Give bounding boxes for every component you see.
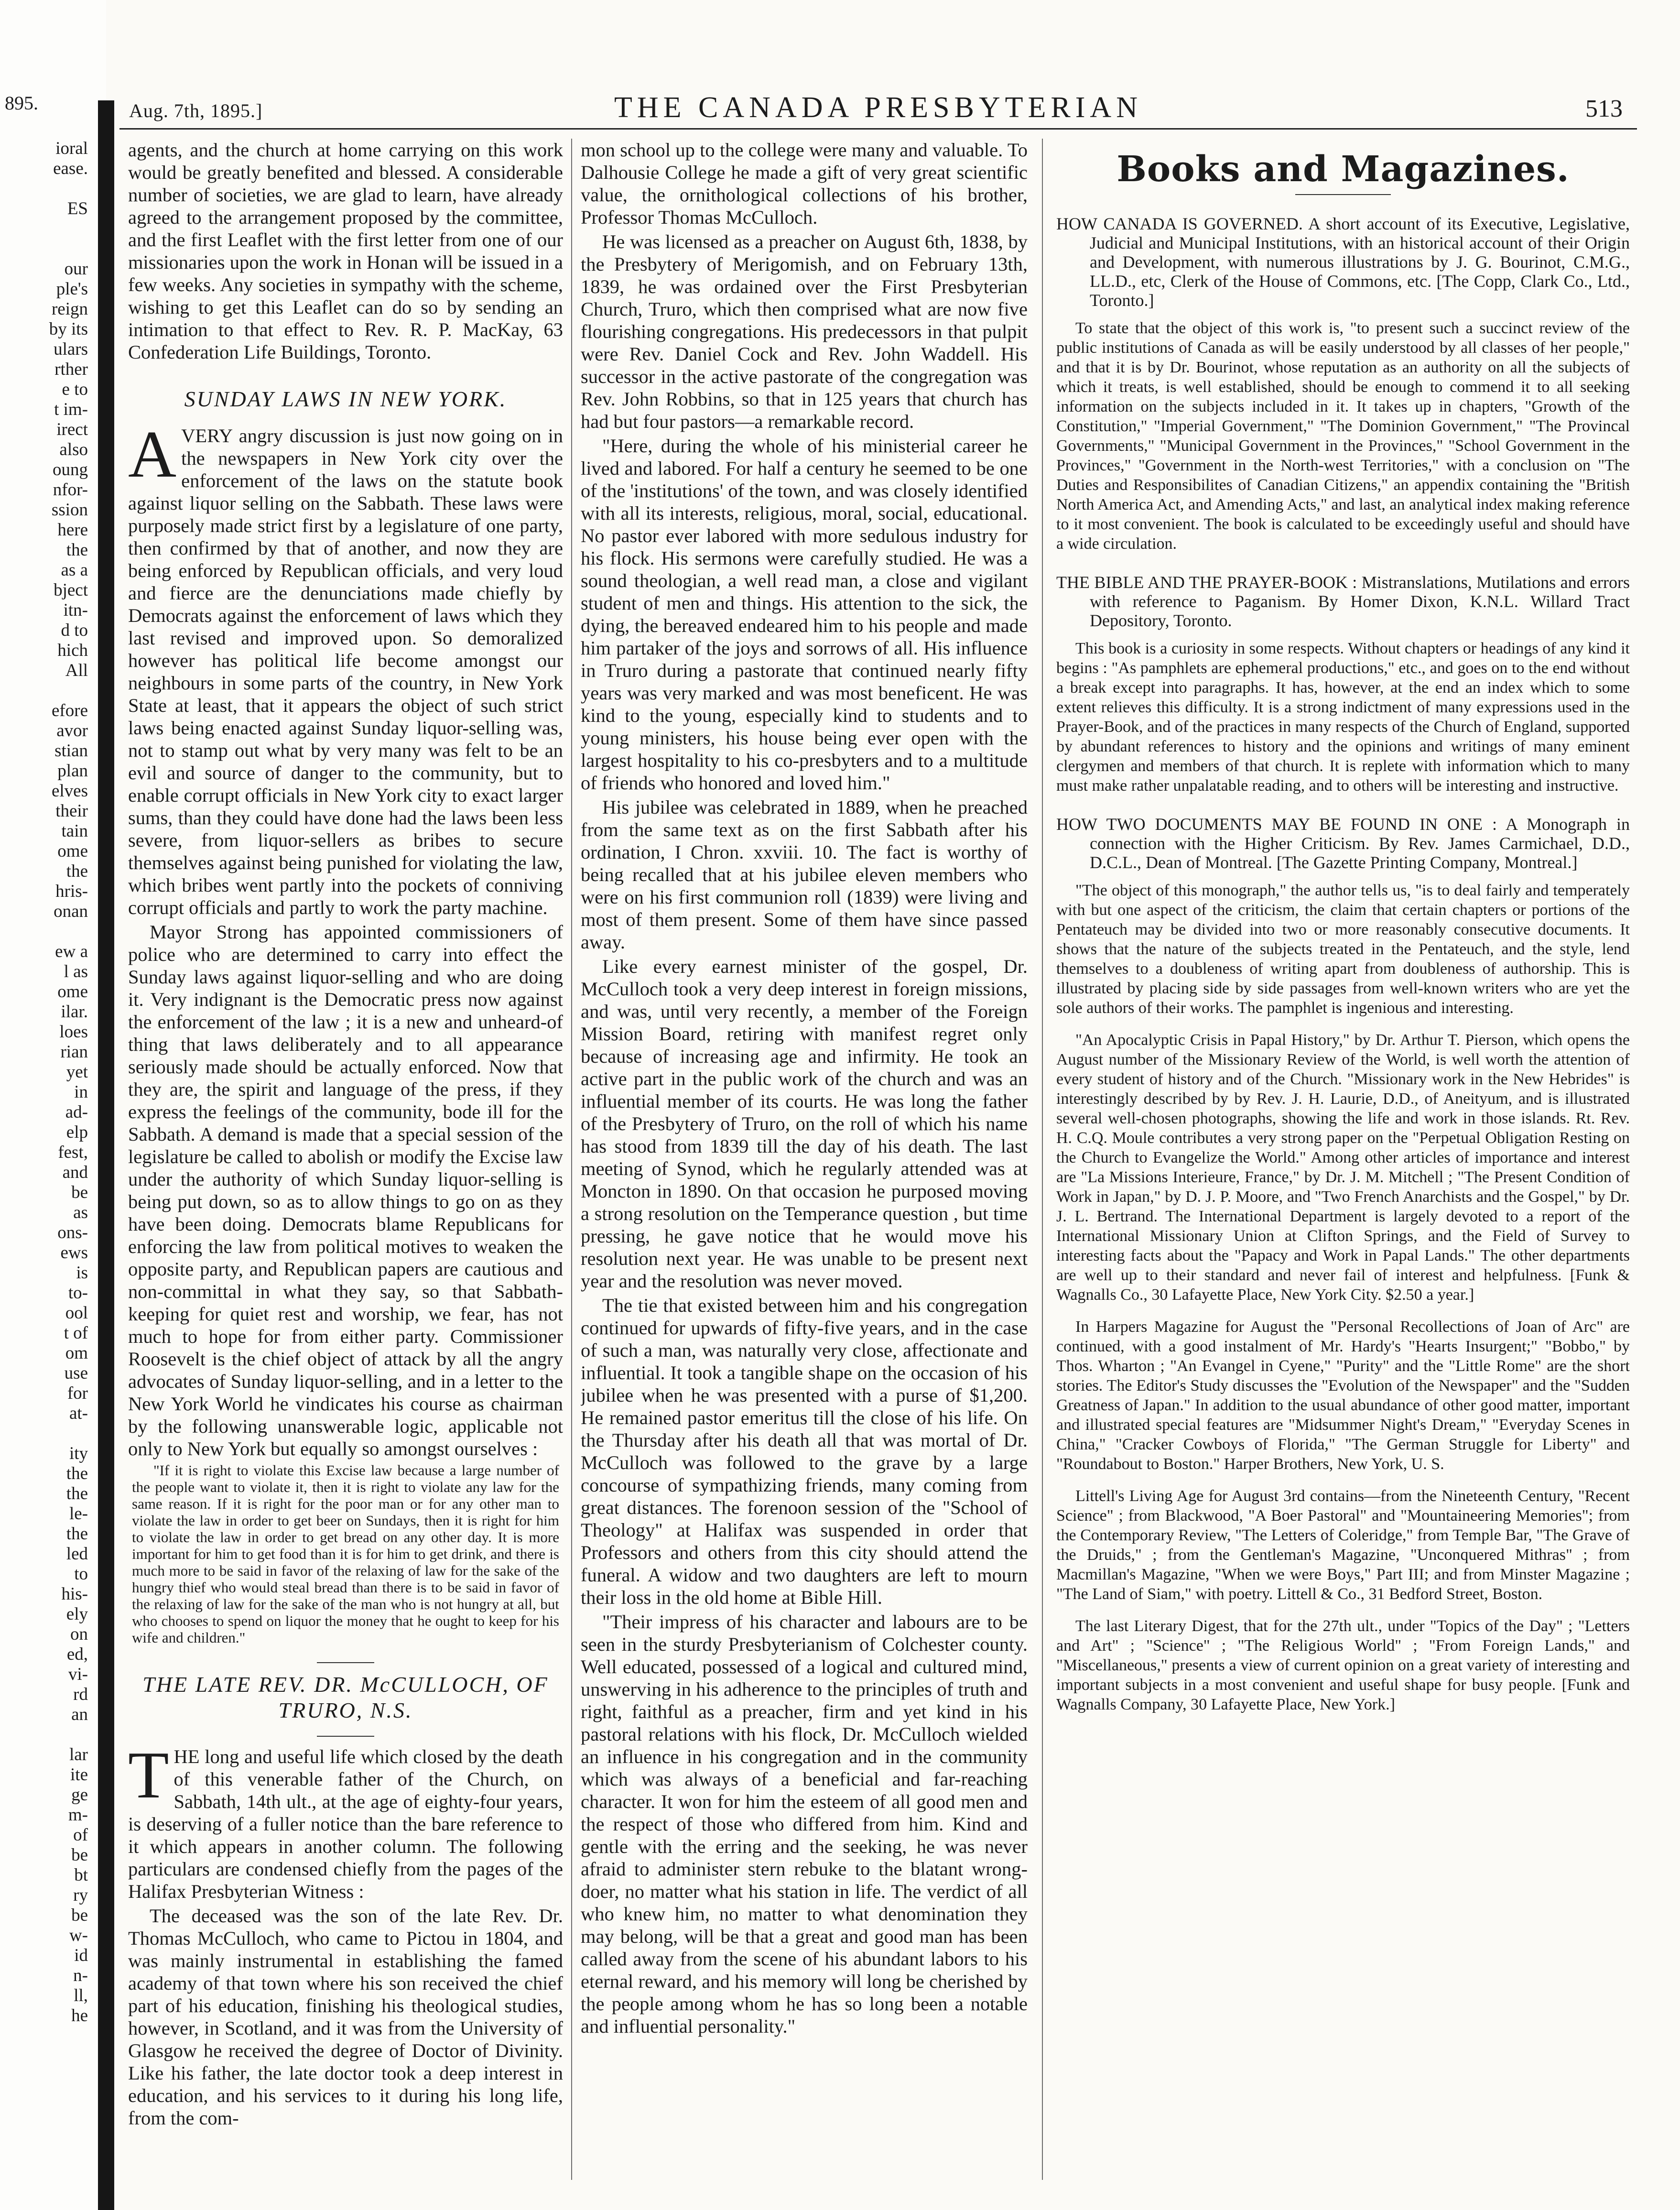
column-rule <box>1042 139 1043 2180</box>
previous-page-number: 895. <box>5 92 38 114</box>
mcculloch-paragraph-1 <box>128 1738 563 1903</box>
intro-paragraph: agents, and the church at home carrying on this work would be greatly benefited and blessed. A considerable number of societies, we are glad to learn, have already agreed to the arrangement proposed by the committee, and the first Leaflet with the first letter from one of our missionaries upon the work in Honan will be issued in a few weeks. Any societies in sympathy with the scheme, wishing to get this Leaflet can do so by sending an intimation to that effect to Rev. R. P. MacKay, 63 Confederation Life Buildings, Toronto. <box>128 139 563 363</box>
previous-page-fragments: ioral ease. ES our ple's reign by its ulars rther e to t im- irect also oung nfor- ssion here the as a bject itn- d to hich All efore avor stian plan elves their tain ome the hris- onan ew a l as ome ilar. loes rian yet in ad- elp fest, and be as ons- ews is to- ool t of om use for at- ity the the le- the led to his- ely on ed, vi- rd an lar ite ge m- of be bt ry be w- id n- ll, he <box>49 139 88 2025</box>
column-2 <box>581 139 1028 2194</box>
column-rule <box>571 139 572 2180</box>
heading-rule <box>1295 194 1391 195</box>
binding-gutter <box>98 100 114 2210</box>
header-rule <box>119 128 1637 130</box>
column-1 <box>128 139 563 2194</box>
mcculloch-paragraph-2: The deceased was the son of the late Rev. Dr. Thomas McCulloch, who came to Pictou in 1804, and was mainly instrumental in establishing the famed academy of that town where his son received the chief part of his education, finishing his theological studies, however, in Scotland, and it was from the University of Glasgow he received the degree of Doctor of Divinity. Like his father, the late doctor took a deep interest in education, and his services to it during his long life, from the com- <box>128 1905 563 2129</box>
mcculloch-text-1: HE long and useful life which closed by the death of this venerable father of the Church, on Sabbath, 14th ult., at the age of eighty-four years, is deserving of a fuller notice than the bare reference to it which appears in another column. The following particulars are condensed chiefly from the pages of the Halifax Presbyterian Witness : <box>128 1746 563 1902</box>
review-body-bible-prayer-book: This book is a curiosity in some respects. Without chapters or headings of any kind it begins : "As pamphlets are ephemeral productions," etc., and goes on to the end without a break except into paragraphs. It has, however, at the end an index which to some extent relieves this difficulty. It is a strong indictment of many expressions used in the Prayer-Book, and of the practices in many respects of the Church of England, supported by abundant references to history and the opinions and writings of many eminent clergymen and members of that church. It is replete with information which to many must make rather unpalatable reading, and to others will be interesting and instructive. <box>1056 640 1630 795</box>
column-3 <box>1056 139 1630 2194</box>
section-divider <box>317 1662 374 1663</box>
sunday-laws-text-1: VERY angry discussion is just now going on in the newspapers in New York city over the enforcement of the laws on the statute book against liquor selling on the Sabbath. These laws were purposely made strict first by a legislature of one party, then confirmed by that of another, and now they are being enforced by Republican officials, and very loud and fierce are the denunciations made chiefly by Democrats against the enforcement of laws which they last revised and improved upon. So demoralized however has political life become amongst our neighbours in some parts of the country, in New York State at least, that it appears the object of such strict laws being enacted against Sunday liquor-selling was, not to stamp out what by very many was felt to be an evil and source of danger to the community, but to enable corrupt officials in New York city to exact larger sums, than they could have done had the laws been less severe, from liquor-sellers as bribes to secure themselves against being punished for violating the law, which bribes went partly into the pockets of conniving corrupt officials and partly to work the party machine. <box>128 425 563 918</box>
sunday-laws-paragraph-2: Mayor Strong has appointed commissioners of police who are determined to carry into effect the Sunday laws against liquor-selling and who are doing it. Very indignant is the Democratic press now against the enforcement of the law ; it is a new and unheard-of thing that laws deliberately and to all appearance seriously made should be actually enforced. Now that they are, the spirit and language of the press, if they express the feelings of the community, bode ill for the Sabbath. A demand is made that a special session of the legislature be called to abolish or modify the Excise law under the authority of which Sunday liquor-selling is being put down, so as to allow things to go on as they have been doing. Democrats blame Republicans for enforcing the law from political motives to weaken the opposite party, and Republican papers are cautious and non-committal in what they say, so that Sabbath-keeping for quiet rest and worship, we fear, has not much to hope for from either party. Commissioner Roosevelt is the chief object of attack by all the angry advocates of Sunday liquor-selling, and in a letter to the New York World he vindicates his course as chairman by the following unanswerable logic, applicable not only to New York but equally so amongst ourselves : <box>128 921 563 1459</box>
page-number: 513 <box>1585 95 1623 122</box>
previous-page-edge <box>0 0 106 2210</box>
section-heading-mcculloch: THE LATE REV. DR. McCULLOCH, OF TRURO, N.S. <box>142 1672 549 1722</box>
newspaper-title: THE CANADA PRESBYTERIAN <box>614 91 1142 124</box>
drop-cap: T <box>128 1738 169 1812</box>
mcculloch-paragraph-3: mon school up to the college were many and valuable. To Dalhousie College he made a gift of very great scientific value, the ornithological collections of his brother, Professor Thomas McCulloch. <box>581 139 1028 228</box>
page-header <box>119 91 1637 129</box>
drop-cap: A <box>128 417 177 491</box>
review-body-missionary-review: "An Apocalyptic Crisis in Papal History," by Dr. Arthur T. Pierson, which opens the August number of the Missionary Review of the World, is well worth the attention of every student of history and of the Church. "Missionary work in the New Hebrides" is interestingly described by by Rev. J. H. Laurie, D.D., of Aneityum, and is illustrated several well-chosen photographs, showing the life and work in those islands. Rt. Rev. H. C.Q. Moule contributes a very strong paper on the "Perpetual Obligation Resting on the Church to Evangelize the World." Among other articles of importance and interest are "La Missions Interieure, France," by Dr. J. M. Mitchell ; "The Present Condition of Work in Japan," by D. J. P. Moore, and "Two French Anarchists and the Gospel," by Dr. J. L. Bertrand. The International Department is largely devoted to a report of the International Missionary Union at Clifton Springs, and the Field of Survey to interesting facts about the "Papacy and Work in Papal Lands." The other departments are well up to their standard and never fail of interest and helpfulness. [Funk & Wagnalls Co., 30 Lafayette Place, New York City. $2.50 a year.] <box>1056 1031 1630 1304</box>
review-heading-how-canada: HOW CANADA IS GOVERNED. A short account of its Executive, Legislative, Judicial and Municipal Institutions, with an historical account of their Origin and Development, with numerous illustrations by J. G. Bourinot, C.M.G., LL.D., etc, Clerk of the House of Commons, etc. [The Copp, Clark Co., Ltd., Toronto.] <box>1056 214 1630 310</box>
section-divider <box>317 1736 374 1737</box>
sunday-laws-paragraph-1 <box>128 417 563 919</box>
mcculloch-paragraph-7: Like every earnest minister of the gospel, Dr. McCulloch took a very deep interest in foreign missions, and was, until very recently, a member of the Foreign Mission Board, retiring with manifest regret only because of increasing age and infirmity. He took an active part in the public work of the church and was an influential member of its courts. He was long the father of the Presbytery of Truro, on the roll of which his name has stood from 1839 till the day of his death. The last meeting of Synod, which he regularly attended was at Moncton in 1890. On that occasion he purposed moving a strong resolution on the Temperance question , but time pressing, he gave notice that he would move his resolution next year. He was unable to be present next year and the resolution was never moved. <box>581 956 1028 1292</box>
mcculloch-paragraph-4: He was licensed as a preacher on August 6th, 1838, by the Presbytery of Merigomish, and on February 13th, 1839, he was ordained over the First Presbyterian Church, Truro, which then comprised what are now five flourishing congregations. His predecessors in that pulpit were Rev. Daniel Cock and Rev. John Waddell. His successor in the active pastorate of the congregation was Rev. John Robbins, so that in 125 years that church has had but four pastors—a remarkable record. <box>581 231 1028 432</box>
mcculloch-paragraph-6: His jubilee was celebrated in 1889, when he preached from the same text as on the first Sabbath after his ordination, I Chron. xxviii. 10. The fact is worthy of being recalled that at his jubilee eleven members who were on his first communion roll (1839) were living and most of them present. Some of them have since passed away. <box>581 796 1028 953</box>
review-body-harpers: In Harpers Magazine for August the "Personal Recollections of Joan of Arc" are continued, with a good instalment of Mr. Hardy's "Hearts Insurgent;" "Bobbo," by Thos. Wharton ; "An Evangel in Cyene," "Purity" and the "Little Rome" are the short stories. The Editor's Study discusses the "Evolution of the Newspaper" and the "Sudden Greatness of Japan." In addition to the usual abundance of other good matter, important and illustrated special features are "Midsummer Night's Dream," "Everyday Scenes in China," "Cracker Cowboys of Florida," "The German Struggle for Liberty" and "Roundabout to Boston." Harper Brothers, New York, U. S. <box>1056 1318 1630 1473</box>
section-heading-sunday-laws: SUNDAY LAWS IN NEW YORK. <box>184 387 507 411</box>
mcculloch-paragraph-9: "Their impress of his character and labours are to be seen in the sturdy Presbyterianism of Colchester county. Well educated, possessed of a logical and cultured mind, unswerving in his adherence to the principles of truth and right, faithful as a preacher, firm and yet kind in his pastoral relations with his flock, Dr. McCulloch wielded an influence in his congregation and in the community which was always of a beneficial and far-reaching character. It won for him the esteem of all good men and the respect of those who differed from him. Kind and gentle with the erring and the seeking, he was never afraid to administer stern rebuke to the blatant wrong-doer, no matter what his station in life. The verdict of all who knew him, no matter to what denomination they may belong, will be that a great and good man has been called away from the scene of his abundant labors to his eternal reward, and his memory will long be cherished by the people among whom he has so long been a notable and influential personality." <box>581 1611 1028 2037</box>
review-body-literary-digest: The last Literary Digest, that for the 27th ult., under "Topics of the Day" ; "Letters and Art" ; "Science" ; "The Religious World" ; "From Foreign Lands," and "Miscellaneous," presents a view of current opinion on a great variety of interesting and important subjects in a most convenient and useful shape for busy people. [Funk and Wagnalls Company, 30 Lafayette Place, New York.] <box>1056 1617 1630 1713</box>
issue-date: Aug. 7th, 1895.] <box>129 100 263 121</box>
review-body-how-canada: To state that the object of this work is, "to present such a succinct review of the public institutions of Canada as will be easily understood by all classes of her people," and that it is by Dr. Bourinot, whose reputation as an authority on all the subjects of which it treats, is well established, should be enough to commend it to all seeking information on the subjects included in it. It takes up in chapters, "Growth of the Constitution," "Imperial Government," "The Dominion Government," "The Provincal Governments," "Municipal Government in the Provinces," "School Government in the Provinces," "Government in the North-west Territories," with a conclusion on "The Duties and Responsibilites of Canadian Citizens," an appendix containing the "British North America Act, and Amending Acts," and last, an analytical index making reference to it most convenient. The book is calculated to be exceedingly useful and should have a wide circulation. <box>1056 319 1630 553</box>
mcculloch-paragraph-8: The tie that existed between him and his congregation continued for upwards of fifty-five years, and in the case of such a man, was naturally very close, affectionate and influential. It took a tangible shape on the occasion of his jubilee when he was presented with a purse of $1,200. He remained pastor emeritus till the close of his life. On the Thursday after his death all that was mortal of Dr. McCulloch was followed to the grave by a large concourse of sympathizing friends, many coming from great distances. The forenoon session of the "School of Theology" at Halifax was suspended in order that Professors and others from this city should attend the funeral. A widow and two daughters are left to mourn their loss in the old home at Bible Hill. <box>581 1295 1028 1608</box>
books-and-magazines-heading: Books and Magazines. <box>1116 149 1570 190</box>
roosevelt-quote: "If it is right to violate this Excise law because a large number of the people want to violate it, then it is right to violate any law for the same reason. If it is right for the poor man or for any other man to violate the law in order to get beer on Sundays, then it is right for him to violate the law in order to get bread on any other day. It is more important for him to get food than it is for him to get drink, and there is much more to be said in favor of the relaxing of law for the sake of the hungry thief who would steal bread than there is to be said in favor of the relaxing of law for the sake of the man who is not hungry at all, but who chooses to spend on liquor the money that he ought to keep for his wife and children." <box>132 1462 559 1646</box>
review-heading-two-documents: HOW TWO DOCUMENTS MAY BE FOUND IN ONE : A Monograph in connection with the Higher Criticism. By Rev. James Carmichael, D.D., D.C.L., Dean of Montreal. [The Gazette Printing Company, Montreal.] <box>1056 815 1630 872</box>
review-heading-bible-prayer-book: THE BIBLE AND THE PRAYER-BOOK : Mistranslations, Mutilations and errors with reference to Paganism. By Homer Dixon, K.N.L. Willard Tract Depository, Toronto. <box>1056 573 1630 630</box>
review-body-two-documents: "The object of this monograph," the author tells us, "is to deal fairly and temperately with but one aspect of the criticism, the claim that certain chapters or portions of the Pentateuch may be divided into two or more reasonably consecutive documents. It shows that the nature of the subjects treated in the Pentateuch, and the style, lend themselves to a doubleness of writing apart from doubleness of authorship. This is illustrated by placing side by side passages from well-known writers who are yet the sole authors of their works. The pamphlet is ingenious and interesting. <box>1056 882 1630 1017</box>
review-body-littells: Littell's Living Age for August 3rd contains—from the Nineteenth Century, "Recent Science" ; from Blackwood, "A Boer Pastoral" and "Mountaineering Memories"; from the Contemporary Review, "The Letters of Coleridge," from Temple Bar, "The Grave of the Druids," ; from the Gentleman's Magazine, "Unconquered Mithras" ; from Macmillan's Magazine, "When we were Boys," Part III; and from Minster Magazine ; "The Land of Siam," with poetry. Littell & Co., 31 Bedford Street, Boston. <box>1056 1487 1630 1603</box>
mcculloch-paragraph-5: "Here, during the whole of his ministerial career he lived and labored. For half a century he seemed to be one of the 'institutions' of the town, and was closely identified with all its interests, religious, moral, social, educational. No pastor ever labored with more sedulous industry for his flock. His sermons were carefully studied. He was a sound theologian, a well read man, a close and vigilant student of men and things. His attention to the sick, the dying, the bereaved endeared him to his people and made him partaker of the joys and sorrows of all. His influence in Truro during a pastorate that continued nearly fifty years was very marked and was most beneficent. He was kind to the young, especially kind to students and to young ministers, his house being ever open with the largest hospitality to his co-presbyters and to a multitude of friends who honored and loved him." <box>581 435 1028 794</box>
